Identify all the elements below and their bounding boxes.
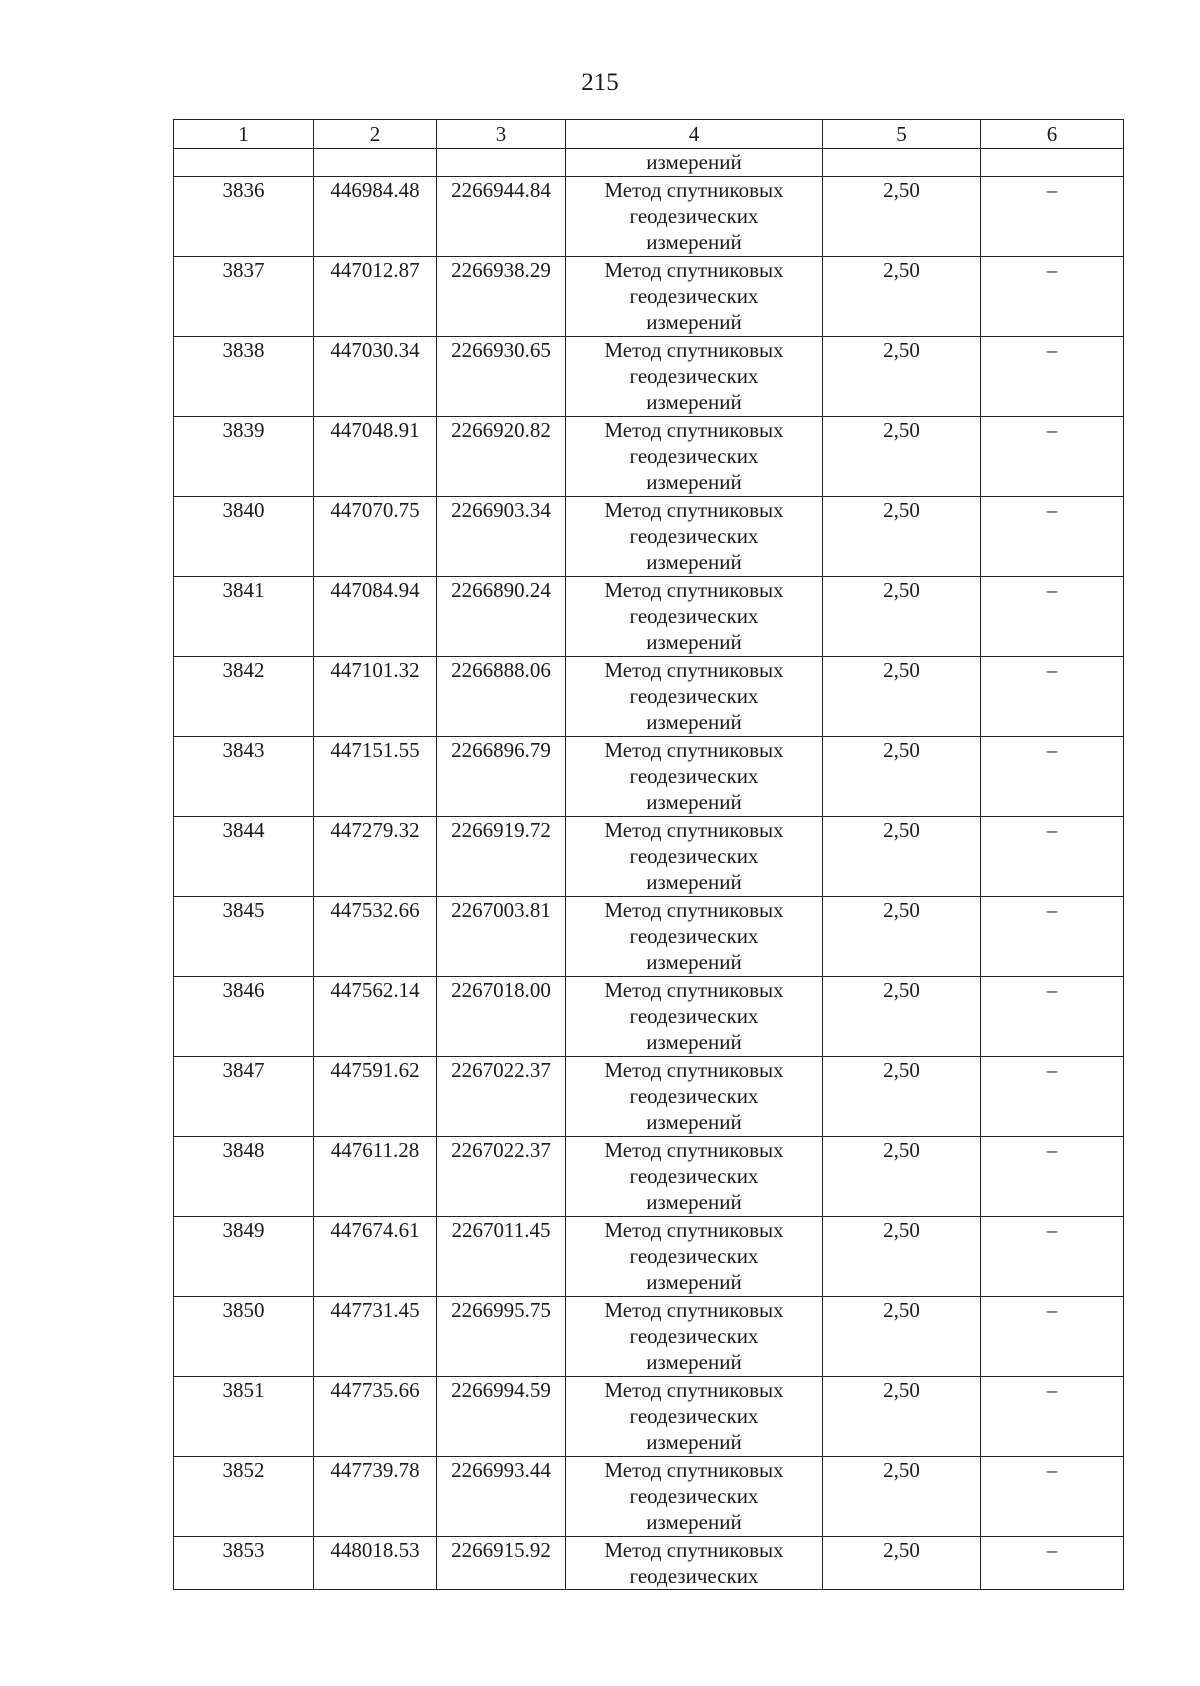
method-line: Метод спутниковых <box>604 1218 784 1242</box>
table-row <box>174 1137 1124 1217</box>
point-number-cell: 3837 <box>174 257 314 337</box>
method-line: измерений <box>646 1190 742 1214</box>
method-line: измерений <box>646 470 742 494</box>
page-number: 215 <box>581 69 619 96</box>
accuracy-cell: 2,50 <box>823 737 981 817</box>
method-line: Метод спутниковых <box>604 578 784 602</box>
y-coordinate-cell: 2266995.75 <box>437 1297 566 1377</box>
method-line: геодезических <box>629 1324 759 1348</box>
table-row <box>174 1217 1124 1297</box>
table-row <box>174 577 1124 657</box>
x-coordinate-cell: 447674.61 <box>314 1217 437 1297</box>
method-line: измерений <box>646 390 742 414</box>
method-line: Метод спутниковых <box>604 418 784 442</box>
method-line: измерений <box>646 1350 742 1374</box>
method-line: геодезических <box>629 524 759 548</box>
method-line: геодезических <box>629 1164 759 1188</box>
method-cell <box>566 1057 823 1137</box>
accuracy-cell: 2,50 <box>823 577 981 657</box>
method-line: геодезических <box>629 284 759 308</box>
method-line: Метод спутниковых <box>604 258 784 282</box>
y-coordinate-cell: 2266938.29 <box>437 257 566 337</box>
x-coordinate-cell: 447739.78 <box>314 1457 437 1537</box>
method-line: геодезических <box>629 604 759 628</box>
coordinates-table-body <box>174 120 1124 1590</box>
method-line: геодезических <box>629 1244 759 1268</box>
y-coordinate-cell: 2267003.81 <box>437 897 566 977</box>
method-line: Метод спутниковых <box>604 1298 784 1322</box>
method-cell <box>566 897 823 977</box>
accuracy-cell: 2,50 <box>823 1217 981 1297</box>
method-line: Метод спутниковых <box>604 178 784 202</box>
accuracy-cell: 2,50 <box>823 897 981 977</box>
method-cell <box>566 1137 823 1217</box>
method-line: Метод спутниковых <box>604 1058 784 1082</box>
accuracy-cell: 2,50 <box>823 977 981 1057</box>
method-cell <box>566 417 823 497</box>
point-number-cell: 3840 <box>174 497 314 577</box>
method-cell <box>566 1537 823 1590</box>
method-cell <box>566 337 823 417</box>
table-row <box>174 1457 1124 1537</box>
method-cell <box>566 497 823 577</box>
note-cell: – <box>981 257 1124 337</box>
method-line: геодезических <box>629 204 759 228</box>
method-line: измерений <box>646 1270 742 1294</box>
point-number-cell: 3847 <box>174 1057 314 1137</box>
accuracy-cell: 2,50 <box>823 177 981 257</box>
accuracy-cell: 2,50 <box>823 1057 981 1137</box>
method-line: измерений <box>646 1030 742 1054</box>
point-number-cell: 3849 <box>174 1217 314 1297</box>
method-cell <box>566 737 823 817</box>
note-cell: – <box>981 1537 1124 1590</box>
continuation-row <box>174 149 1124 177</box>
y-coordinate-cell: 2266890.24 <box>437 577 566 657</box>
y-coordinate-cell: 2266944.84 <box>437 177 566 257</box>
note-cell: – <box>981 737 1124 817</box>
method-line: Метод спутниковых <box>604 898 784 922</box>
method-line: измерений <box>646 630 742 654</box>
table-row <box>174 1057 1124 1137</box>
point-number-cell: 3844 <box>174 817 314 897</box>
note-cell: – <box>981 657 1124 737</box>
accuracy-cell: 2,50 <box>823 1537 981 1590</box>
table-row <box>174 257 1124 337</box>
y-coordinate-cell: 2266896.79 <box>437 737 566 817</box>
method-cell <box>566 177 823 257</box>
method-line: измерений <box>646 790 742 814</box>
x-coordinate-cell: 447030.34 <box>314 337 437 417</box>
point-number-cell: 3843 <box>174 737 314 817</box>
method-line: измерений <box>646 1430 742 1454</box>
y-coordinate-cell: 2266903.34 <box>437 497 566 577</box>
y-coordinate-cell: 2267011.45 <box>437 1217 566 1297</box>
note-cell: – <box>981 337 1124 417</box>
method-line: геодезических <box>629 364 759 388</box>
point-number-cell: 3846 <box>174 977 314 1057</box>
table-row <box>174 1537 1124 1590</box>
method-cell <box>566 1377 823 1457</box>
x-coordinate-cell: 446984.48 <box>314 177 437 257</box>
method-line: измерений <box>646 950 742 974</box>
accuracy-cell: 2,50 <box>823 1137 981 1217</box>
x-coordinate-cell: 447279.32 <box>314 817 437 897</box>
method-line: измерений <box>646 310 742 334</box>
y-coordinate-cell: 2266915.92 <box>437 1537 566 1590</box>
empty-cell <box>437 149 566 177</box>
note-cell: – <box>981 1057 1124 1137</box>
x-coordinate-cell: 448018.53 <box>314 1537 437 1590</box>
note-cell: – <box>981 417 1124 497</box>
note-cell: – <box>981 177 1124 257</box>
method-line: геодезических <box>629 1564 759 1588</box>
method-line: Метод спутниковых <box>604 978 784 1002</box>
method-line: Метод спутниковых <box>604 738 784 762</box>
accuracy-cell: 2,50 <box>823 1457 981 1537</box>
empty-cell <box>981 149 1124 177</box>
method-line: геодезических <box>629 684 759 708</box>
method-line: геодезических <box>629 924 759 948</box>
table-row <box>174 737 1124 817</box>
method-line: Метод спутниковых <box>604 338 784 362</box>
y-coordinate-cell: 2266920.82 <box>437 417 566 497</box>
y-coordinate-cell: 2266888.06 <box>437 657 566 737</box>
note-cell: – <box>981 977 1124 1057</box>
table-row <box>174 337 1124 417</box>
point-number-cell: 3851 <box>174 1377 314 1457</box>
continuation-method-cell: измерений <box>566 149 823 177</box>
method-line: геодезических <box>629 444 759 468</box>
accuracy-cell: 2,50 <box>823 1377 981 1457</box>
table-row <box>174 497 1124 577</box>
empty-cell <box>314 149 437 177</box>
method-line: измерений <box>646 870 742 894</box>
accuracy-cell: 2,50 <box>823 257 981 337</box>
x-coordinate-cell: 447532.66 <box>314 897 437 977</box>
method-cell <box>566 817 823 897</box>
table-row <box>174 1297 1124 1377</box>
x-coordinate-cell: 447151.55 <box>314 737 437 817</box>
point-number-cell: 3853 <box>174 1537 314 1590</box>
accuracy-cell: 2,50 <box>823 657 981 737</box>
method-line: Метод спутниковых <box>604 1538 784 1562</box>
x-coordinate-cell: 447084.94 <box>314 577 437 657</box>
note-cell: – <box>981 817 1124 897</box>
table-row <box>174 977 1124 1057</box>
note-cell: – <box>981 1297 1124 1377</box>
table-row <box>174 1377 1124 1457</box>
method-line: измерений <box>646 550 742 574</box>
header-cell: 5 <box>823 120 981 149</box>
empty-cell <box>174 149 314 177</box>
empty-cell <box>823 149 981 177</box>
method-line: измерений <box>646 710 742 734</box>
x-coordinate-cell: 447101.32 <box>314 657 437 737</box>
x-coordinate-cell: 447048.91 <box>314 417 437 497</box>
method-line: измерений <box>646 230 742 254</box>
accuracy-cell: 2,50 <box>823 497 981 577</box>
method-line: геодезических <box>629 844 759 868</box>
method-line: геодезических <box>629 1084 759 1108</box>
x-coordinate-cell: 447731.45 <box>314 1297 437 1377</box>
y-coordinate-cell: 2266993.44 <box>437 1457 566 1537</box>
point-number-cell: 3841 <box>174 577 314 657</box>
method-line: Метод спутниковых <box>604 1458 784 1482</box>
method-line: Метод спутниковых <box>604 658 784 682</box>
y-coordinate-cell: 2266930.65 <box>437 337 566 417</box>
point-number-cell: 3848 <box>174 1137 314 1217</box>
table-row <box>174 897 1124 977</box>
y-coordinate-cell: 2266994.59 <box>437 1377 566 1457</box>
note-cell: – <box>981 1377 1124 1457</box>
x-coordinate-cell: 447070.75 <box>314 497 437 577</box>
note-cell: – <box>981 1137 1124 1217</box>
note-cell: – <box>981 577 1124 657</box>
header-cell: 1 <box>174 120 314 149</box>
method-line: геодезических <box>629 1004 759 1028</box>
header-row <box>174 120 1124 149</box>
accuracy-cell: 2,50 <box>823 417 981 497</box>
x-coordinate-cell: 447735.66 <box>314 1377 437 1457</box>
accuracy-cell: 2,50 <box>823 1297 981 1377</box>
method-line: геодезических <box>629 1404 759 1428</box>
point-number-cell: 3850 <box>174 1297 314 1377</box>
table-row <box>174 817 1124 897</box>
method-line: геодезических <box>629 1484 759 1508</box>
point-number-cell: 3852 <box>174 1457 314 1537</box>
header-cell: 6 <box>981 120 1124 149</box>
point-number-cell: 3836 <box>174 177 314 257</box>
x-coordinate-cell: 447012.87 <box>314 257 437 337</box>
note-cell: – <box>981 1457 1124 1537</box>
method-line: измерений <box>646 1110 742 1134</box>
method-line: Метод спутниковых <box>604 818 784 842</box>
method-cell <box>566 1457 823 1537</box>
point-number-cell: 3838 <box>174 337 314 417</box>
method-line: геодезических <box>629 764 759 788</box>
x-coordinate-cell: 447562.14 <box>314 977 437 1057</box>
header-cell: 3 <box>437 120 566 149</box>
method-line: Метод спутниковых <box>604 1138 784 1162</box>
method-cell <box>566 577 823 657</box>
y-coordinate-cell: 2267018.00 <box>437 977 566 1057</box>
method-cell <box>566 257 823 337</box>
method-line: Метод спутниковых <box>604 498 784 522</box>
accuracy-cell: 2,50 <box>823 817 981 897</box>
method-line: Метод спутниковых <box>604 1378 784 1402</box>
table-row <box>174 417 1124 497</box>
note-cell: – <box>981 1217 1124 1297</box>
header-cell: 2 <box>314 120 437 149</box>
x-coordinate-cell: 447591.62 <box>314 1057 437 1137</box>
point-number-cell: 3839 <box>174 417 314 497</box>
y-coordinate-cell: 2267022.37 <box>437 1057 566 1137</box>
method-cell <box>566 977 823 1057</box>
point-number-cell: 3842 <box>174 657 314 737</box>
y-coordinate-cell: 2267022.37 <box>437 1137 566 1217</box>
method-cell <box>566 1217 823 1297</box>
method-line: измерений <box>646 1510 742 1534</box>
y-coordinate-cell: 2266919.72 <box>437 817 566 897</box>
accuracy-cell: 2,50 <box>823 337 981 417</box>
table-row <box>174 177 1124 257</box>
x-coordinate-cell: 447611.28 <box>314 1137 437 1217</box>
note-cell: – <box>981 497 1124 577</box>
table-row <box>174 657 1124 737</box>
header-cell: 4 <box>566 120 823 149</box>
note-cell: – <box>981 897 1124 977</box>
method-cell <box>566 1297 823 1377</box>
method-cell <box>566 657 823 737</box>
coordinates-table <box>173 119 1124 1590</box>
point-number-cell: 3845 <box>174 897 314 977</box>
